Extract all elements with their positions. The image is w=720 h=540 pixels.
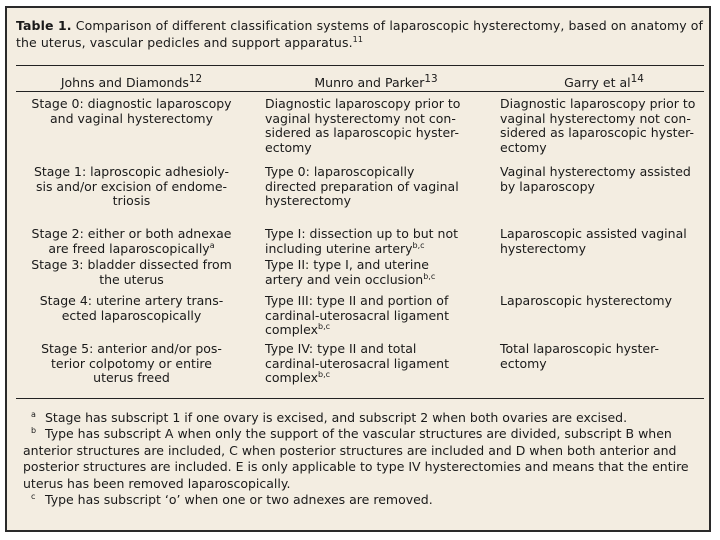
table-label: Table 1. xyxy=(16,18,72,33)
header-munro: Munro and Parker$^{13}$ xyxy=(314,73,438,91)
header-rule xyxy=(16,91,704,92)
cell-garry-row5: Total laparoscopic hyster- ectomy xyxy=(500,341,659,371)
cell-munro-type0: Type 0: laparoscopically directed preparation of vaginal hysterectomy xyxy=(265,164,459,209)
cell-garry-row2: Laparoscopic assisted vaginal hysterectomy xyxy=(500,226,687,256)
cell-johns-stage0: Stage 0: diagnostic laparoscopy and vaginal hysterectomy xyxy=(31,96,232,126)
cell-garry-row0: Diagnostic laparoscopy prior to vaginal hysterectomy not con- sidered as laparoscopic hyster- ectomy xyxy=(500,96,696,155)
bottom-rule xyxy=(16,398,704,399)
header-johns: Johns and Diamonds$^{12}$ xyxy=(60,73,203,91)
footnote-a: $^a$ Stage has subscript 1 if one ovary is excised, and subscript 2 when both ovaries are excised. xyxy=(31,409,628,425)
cell-munro-type1: Type I: dissection up to but not including uterine artery$^{b,c}$ xyxy=(265,226,459,256)
cell-garry-row4: Laparoscopic hysterectomy xyxy=(500,293,672,308)
footnote-b: $^b$ Type has subscript A when only the support of the vascular structures are divided, subscript B when xyxy=(31,426,672,442)
cell-johns-stage2: Stage 2: either or both adnexae are freed laparoscopically$^a$ xyxy=(31,226,232,256)
cell-garry-row1: Vaginal hysterectomy assisted by laparoscopy xyxy=(500,164,691,194)
footnote-b-line4: uterus has been removed laparoscopically. xyxy=(23,475,291,491)
cell-johns-stage1: Stage 1: laproscopic adhesioly- sis and/or excision of endome- triosis xyxy=(33,164,230,209)
cell-munro-type2: Type II: type I, and uterine artery and vein occlusion$^{b,c}$ xyxy=(265,257,436,287)
table-frame xyxy=(5,6,711,532)
caption-ref: 11 xyxy=(352,34,364,44)
footnote-b-line2: anterior structures are included, C when posterior structures are included and D when both anterior and xyxy=(23,442,677,458)
footnote-b-line3: posterior structures are included. E is only applicable to type IV hysterectomies and means that the entire xyxy=(23,459,689,475)
footnotes xyxy=(23,410,705,508)
cell-johns-stage3: Stage 3: bladder dissected from the uterus xyxy=(31,257,232,287)
table-caption: Comparison of different classification systems of laparoscopic hysterectomy, based on anatomy of the uterus, vascular pedicles and support apparatus. xyxy=(16,18,704,50)
cell-johns-stage4: Stage 4: uterine artery trans- ected laparoscopically xyxy=(39,293,224,323)
header-garry: Garry et $al^{14}$ xyxy=(564,73,644,91)
cell-johns-stage5: Stage 5: anterior and/or pos- terior colpotomy or entire uterus freed xyxy=(41,341,222,386)
footnote-c: $^c$ Type has subscript ‘o’ when one or two adnexes are removed. xyxy=(31,491,433,508)
cell-munro-type4: Type IV: type II and total cardinal-uterosacral ligament complex$^{b,c}$ xyxy=(265,341,449,386)
cell-munro-type3: Type III: type II and portion of cardinal-uterosacral ligament complex$^{b,c}$ xyxy=(265,293,449,338)
cell-munro-row0: Diagnostic laparoscopy prior to vaginal hysterectomy not con- sidered as laparoscopic hyster- ectomy xyxy=(265,96,461,155)
table-title xyxy=(16,17,706,51)
top-rule xyxy=(16,65,704,66)
